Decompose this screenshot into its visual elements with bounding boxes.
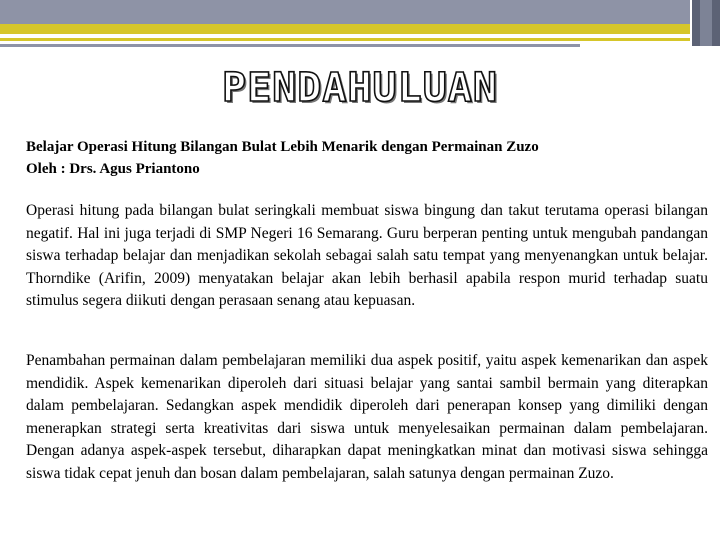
corner-strip-inner: [700, 0, 712, 46]
header-rule-gold: [0, 38, 690, 41]
slide-title: PENDAHULUAN: [222, 65, 498, 111]
article-title: Belajar Operasi Hitung Bilangan Bulat Lebih Menarik dengan Permainan Zuzo: [26, 139, 539, 155]
header-band-gray: [0, 0, 690, 24]
article-author: Oleh : Drs. Agus Priantono: [26, 161, 200, 177]
header-band-gold: [0, 24, 690, 34]
article-heading: [26, 136, 706, 180]
paragraph-1: Operasi hitung pada bilangan bulat seringkali membuat siswa bingung dan takut terutama operasi bilangan negatif. Hal ini juga terjadi di SMP Negeri 16 Semarang. Guru berperan penting untuk mengubah pandangan siswa terhadap belajar dan menjadikan sekolah sebagai salah satu tempat yang menyenangkan untuk belajar. Thorndike (Arifin, 2009) menyatakan belajar akan lebih berhasil apabila respon murid terhadap suatu stimulus segera diikuti dengan perasaan senang atau kepuasan.: [26, 202, 708, 309]
paragraph-2: Penambahan permainan dalam pembelajaran memiliki dua aspek positif, yaitu aspek kemenarikan dan aspek mendidik. Aspek kemenarikan diperoleh dari situasi belajar yang santai sambil bermain yang diterapkan dalam pembelajaran. Sedangkan aspek mendidik diperoleh dari penerapan konsep yang dimiliki dengan menerapkan strategi serta kreativitas dari siswa untuk menyelesaikan permainan dalam pembelajaran. Dengan adanya aspek-aspek tersebut, diharapkan dapat meningkatkan minat dan motivasi siswa sehingga siswa tidak cepat jenuh dan bosan dalam pembelajaran, salah satunya dengan permainan Zuzo.: [26, 352, 708, 482]
header-rule-gray: [0, 44, 580, 47]
